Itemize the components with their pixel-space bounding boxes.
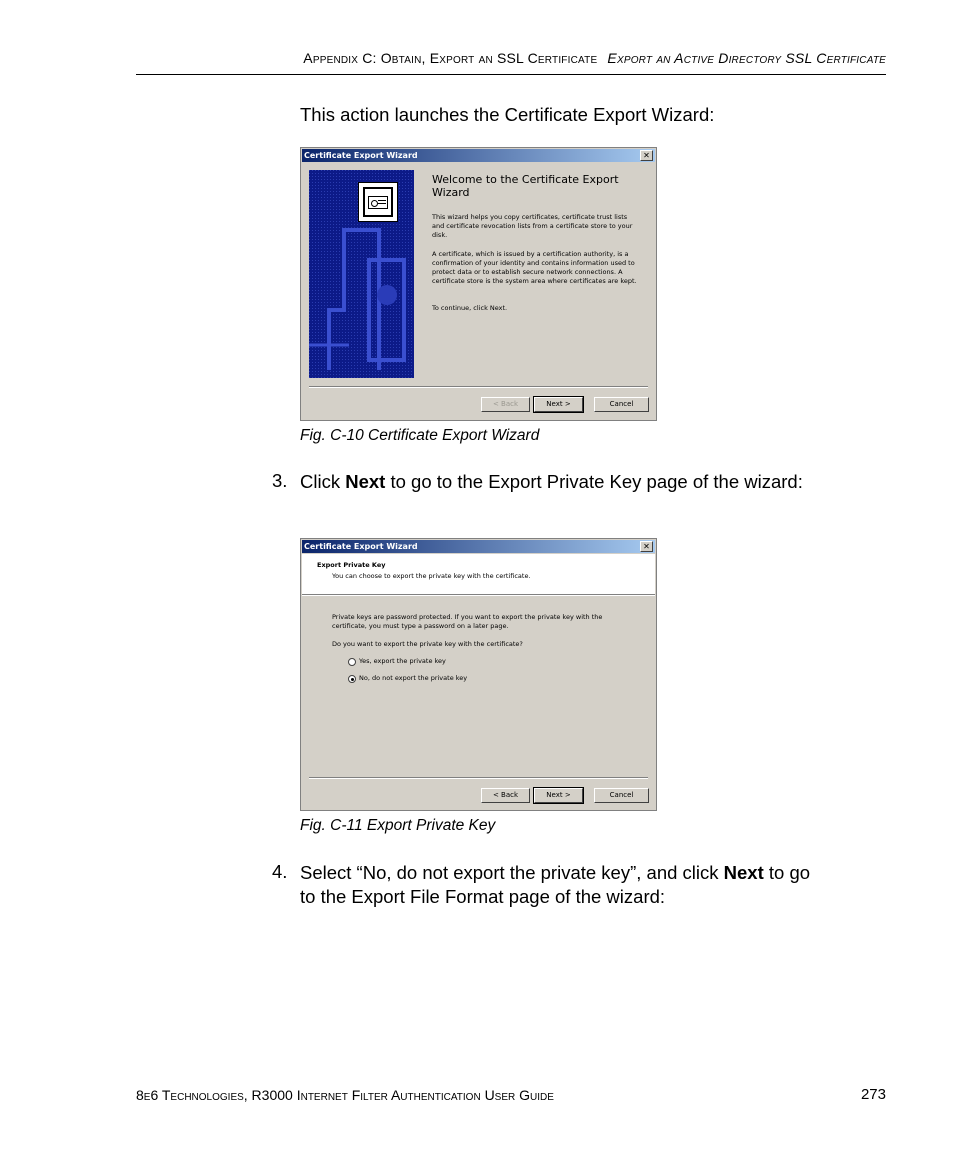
intro-paragraph: This action launches the Certificate Export Wizard: [300, 104, 715, 125]
radio-no-export[interactable] [348, 675, 356, 683]
step-4-bold: Next [723, 862, 764, 883]
step-4-pre: Select “No, do not export the private key”, and click [300, 862, 724, 883]
welcome-wizard-dialog [300, 147, 657, 421]
step-3-text [300, 470, 820, 494]
back-button[interactable]: < Back [481, 788, 530, 803]
step-4-post: to go to the Export File Format page of the wizard: [300, 862, 811, 907]
step-4-text [300, 861, 830, 909]
button-separator [309, 777, 648, 779]
certificate-icon [358, 182, 398, 222]
export-private-key-dialog [300, 538, 657, 811]
dialog-title: Certificate Export Wizard [304, 542, 418, 551]
next-button[interactable]: Next > [534, 788, 583, 803]
wizard-description-2: A certificate, which is issued by a certification authority, is a confirmation of your identity and contains information used to protect data or to establish secure network connections. A certificate store is the system area where certificates are kept. [432, 250, 637, 285]
radio-yes-export[interactable] [348, 658, 356, 666]
header-separator [302, 594, 655, 596]
button-separator [309, 386, 648, 388]
close-icon[interactable]: ✕ [640, 541, 653, 552]
wizard-continue-hint: To continue, click Next. [432, 304, 508, 312]
wizard-description-1: This wizard helps you copy certificates, certificate trust lists and certificate revocation lists from a certificate store to your disk. [432, 213, 633, 239]
figure-caption-c11: Fig. C-11 Export Private Key [300, 817, 496, 834]
cancel-button[interactable]: Cancel [594, 397, 649, 412]
dialog-title-bar [302, 540, 655, 553]
figure-caption-c10: Fig. C-10 Certificate Export Wizard [300, 427, 540, 444]
header-rule [136, 74, 886, 75]
close-icon[interactable]: ✕ [640, 150, 653, 161]
wizard-heading: Welcome to the Certificate Export Wizard [432, 173, 619, 199]
header-section: Export an Active Directory SSL Certificate [607, 50, 886, 66]
wizard-side-banner [309, 170, 414, 378]
running-header [136, 50, 886, 66]
next-button[interactable]: Next > [534, 397, 583, 412]
export-question: Do you want to export the private key with the certificate? [332, 640, 523, 648]
dialog-title-bar [302, 149, 655, 162]
step-4-number: 4. [272, 861, 288, 882]
private-key-info: Private keys are password protected. If you want to export the private key with the certificate, you must type a password on a later page. [332, 613, 603, 630]
footer-guide-title: 8e6 Technologies, R3000 Internet Filter Authentication User Guide [136, 1087, 554, 1103]
step-3-post: to go to the Export Private Key page of the wizard: [385, 471, 803, 492]
page-number: 273 [860, 1086, 886, 1103]
radio-no-label[interactable]: No, do not export the private key [359, 674, 468, 682]
page-subtitle: You can choose to export the private key with the certificate. [332, 572, 531, 580]
cancel-button[interactable]: Cancel [594, 788, 649, 803]
step-3-number: 3. [272, 470, 288, 491]
step-3-pre: Click [300, 471, 346, 492]
header-appendix: Appendix C: Obtain, Export an SSL Certificate [303, 50, 598, 66]
step-3-bold: Next [345, 471, 386, 492]
back-button[interactable]: < Back [481, 397, 530, 412]
page-title: Export Private Key [317, 561, 386, 569]
radio-yes-label[interactable]: Yes, export the private key [359, 657, 446, 665]
dialog-title: Certificate Export Wizard [304, 151, 418, 160]
